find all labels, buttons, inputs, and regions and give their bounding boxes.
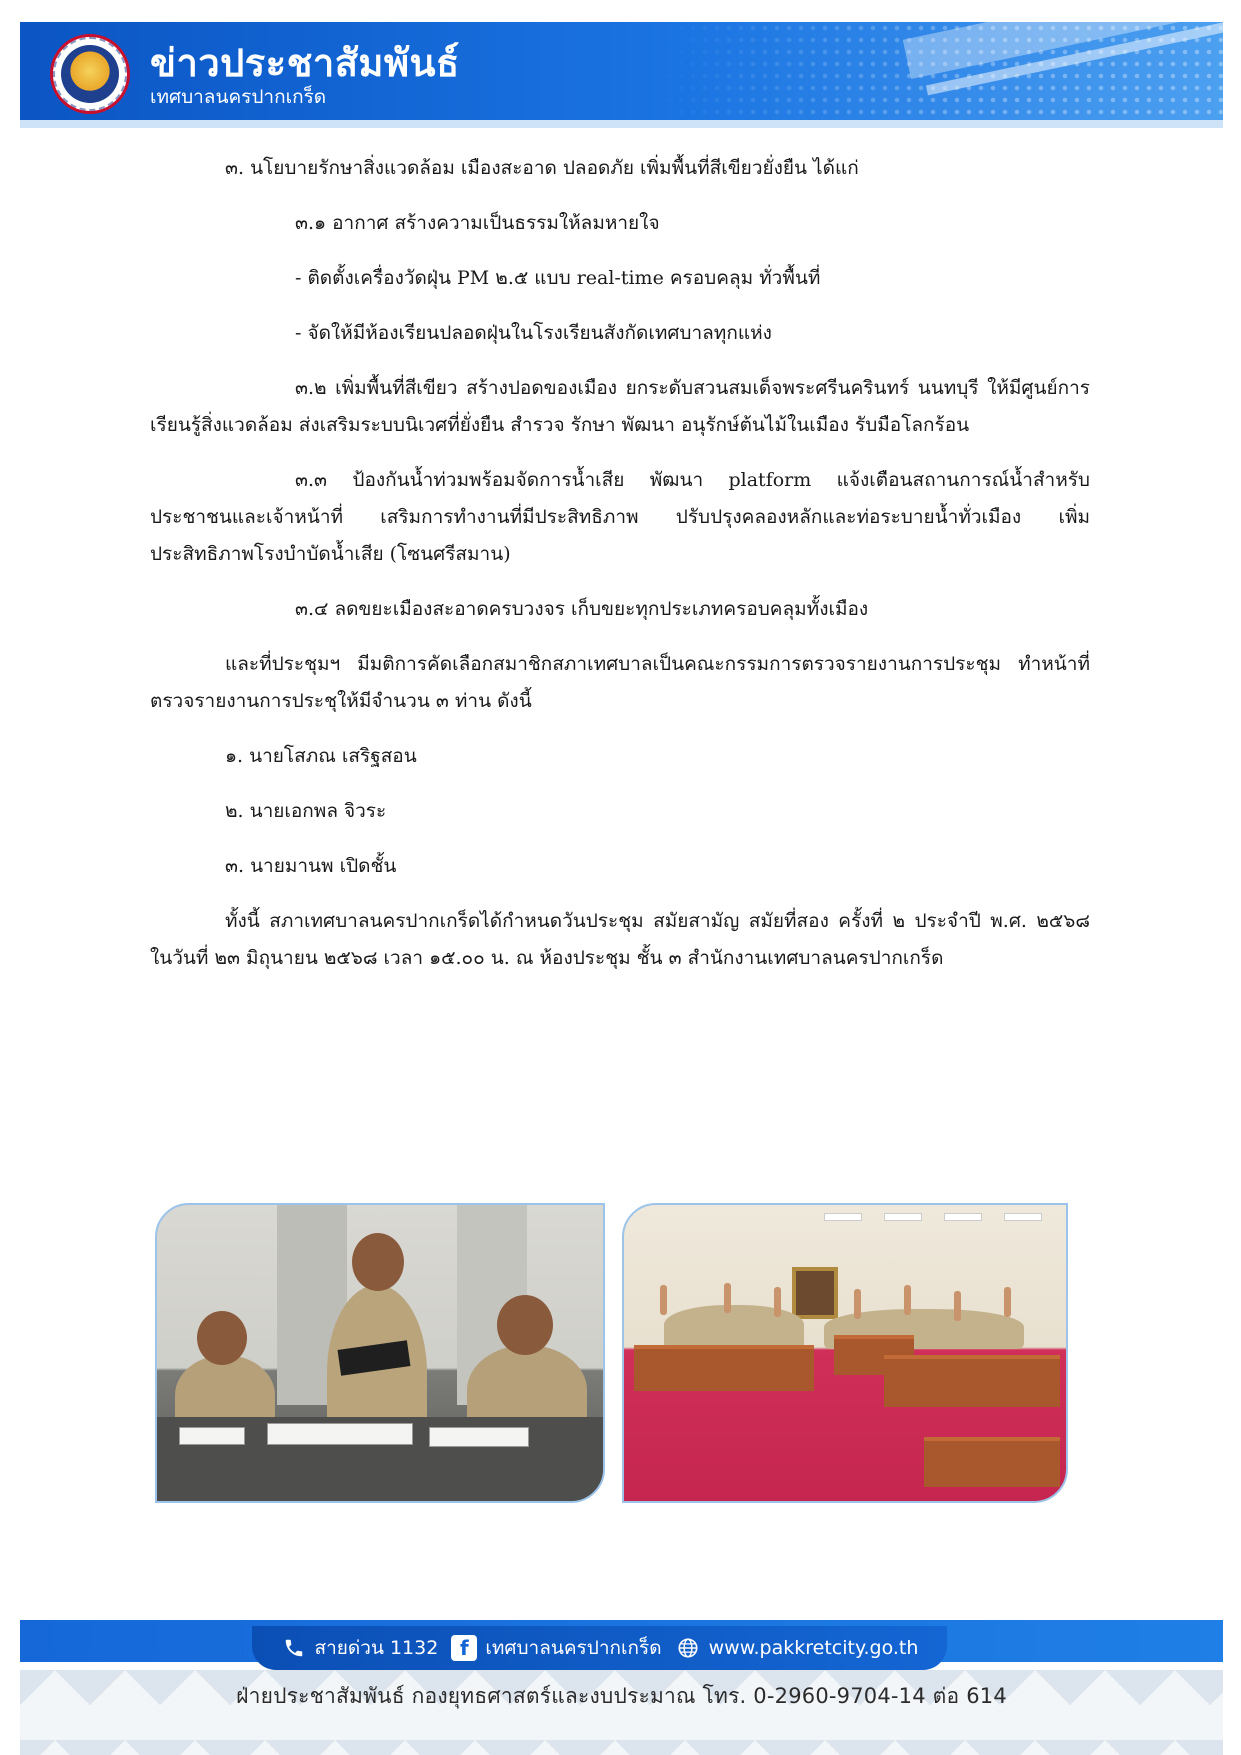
council-desk: [884, 1355, 1060, 1407]
committee-member: ๒. นายเอกพล จิวระ: [225, 800, 387, 822]
paragraph: ๓.๔ ลดขยะเมืองสะอาดครบวงจร เก็บขยะทุกประเภทครอบคลุมทั้งเมือง: [295, 598, 869, 620]
header-banner: [20, 22, 1223, 128]
meeting-photo-council-vote: [622, 1203, 1068, 1503]
website-item[interactable]: [675, 1635, 919, 1661]
nameplate: [267, 1423, 413, 1445]
nameplate: [179, 1427, 245, 1445]
bullet-item: - ติดตั้งเครื่องวัดฝุ่น PM ๒.๕ แบบ real-time ครอบคลุม ทั่วพื้นที่: [295, 267, 821, 289]
paragraph: ๓.๑ อากาศ สร้างความเป็นธรรมให้ลมหายใจ: [295, 212, 660, 234]
facebook-label: เทศบาลนครปากเกร็ด: [485, 1637, 662, 1659]
raised-hand: [954, 1291, 961, 1321]
phone-icon: [281, 1635, 307, 1661]
facebook-icon: f: [451, 1635, 477, 1661]
raised-hand: [724, 1283, 731, 1313]
person-head: [352, 1233, 404, 1291]
header-title: ข่าวประชาสัมพันธ์: [150, 41, 460, 85]
ceiling-light: [884, 1213, 922, 1221]
ceiling-light: [1004, 1213, 1042, 1221]
footer-contact-line: ฝ่ายประชาสัมพันธ์ กองยุทธศาสตร์และงบประมาณ โทร. 0-2960-9704-14 ต่อ 614: [236, 1684, 1007, 1708]
facebook-item[interactable]: [451, 1633, 661, 1663]
hotline-label: สายด่วน 1132: [314, 1637, 439, 1659]
person-head: [197, 1311, 247, 1365]
meeting-photo-speaker: [155, 1203, 605, 1503]
paragraph: และที่ประชุมฯ มีมติการคัดเลือกสมาชิกสภาเทศบาลเป็นคณะกรรมการตรวจรายงานการประชุม ทำหน้าที่ตรวจรายงานการประชุให้มีจำนวน ๓ ท่าน ดังนี้: [150, 653, 1090, 712]
ceiling-light: [944, 1213, 982, 1221]
footer-contact-bar: [252, 1626, 947, 1670]
logo-ring: [53, 37, 127, 111]
hotline-item: [281, 1633, 439, 1663]
raised-hand: [660, 1285, 667, 1315]
paragraph: ๓. นโยบายรักษาสิ่งแวดล้อม เมืองสะอาด ปลอดภัย เพิ่มพื้นที่สีเขียวยั่งยืน ได้แก่: [225, 157, 859, 179]
committee-member: ๓. นายมานพ เปิดชั้น: [225, 855, 397, 877]
raised-hand: [774, 1287, 781, 1317]
ceiling-light: [824, 1213, 862, 1221]
header-subtitle: เทศบาลนครปากเกร็ด: [150, 86, 327, 108]
nameplate: [429, 1427, 529, 1447]
council-desk: [924, 1437, 1060, 1487]
bullet-item: - จัดให้มีห้องเรียนปลอดฝุ่นในโรงเรียนสังกัดเทศบาลทุกแห่ง: [295, 322, 772, 344]
raised-hand: [904, 1285, 911, 1315]
website-label: www.pakkretcity.go.th: [708, 1637, 919, 1659]
council-members-row: [664, 1305, 804, 1349]
raised-hand: [854, 1289, 861, 1319]
globe-icon: [675, 1635, 701, 1661]
article-body: [150, 150, 1090, 977]
paragraph: ทั้งนี้ สภาเทศบาลนครปากเกร็ดได้กำหนดวันประชุม สมัยสามัญ สมัยที่สอง ครั้งที่ ๒ ประจำปี พ.ศ. ๒๕๖๘ ในวันที่ ๒๓ มิถุนายน ๒๕๖๘ เวลา ๑๕.๐๐ น. ณ ห้องประชุม ชั้น ๓ สำนักงานเทศบาลนครปากเกร็ด: [150, 910, 1090, 969]
municipality-logo: [50, 34, 130, 114]
paragraph: ๓.๓ ป้องกันน้ำท่วมพร้อมจัดการน้ำเสีย พัฒนา platform แจ้งเตือนสถานการณ์น้ำสำหรับประชาชนและเจ้าหน้าที่ เสริมการทำงานที่มีประสิทธิภาพ ปรับปรุงคลองหลักและท่อระบายน้ำทั่วเมือง เพิ่มประสิทธิภาพโรงบำบัดน้ำเสีย (โซนศรีสมาน): [150, 469, 1090, 565]
raised-hand: [1004, 1287, 1011, 1317]
royal-portrait: [792, 1267, 838, 1319]
committee-member: ๑. นายโสภณ เสริฐสอน: [225, 745, 417, 767]
council-desk: [634, 1345, 814, 1391]
paragraph: ๓.๒ เพิ่มพื้นที่สีเขียว สร้างปอดของเมือง ยกระดับสวนสมเด็จพระศรีนครินทร์ นนทบุรี ให้มีศูนย์การเรียนรู้สิ่งแวดล้อม ส่งเสริมระบบนิเวศที่ยั่งยืน สำรวจ รักษา พัฒนา อนุรักษ์ต้นไม้ในเมือง รับมือโลกร้อน: [150, 377, 1090, 436]
person-head: [497, 1295, 553, 1355]
